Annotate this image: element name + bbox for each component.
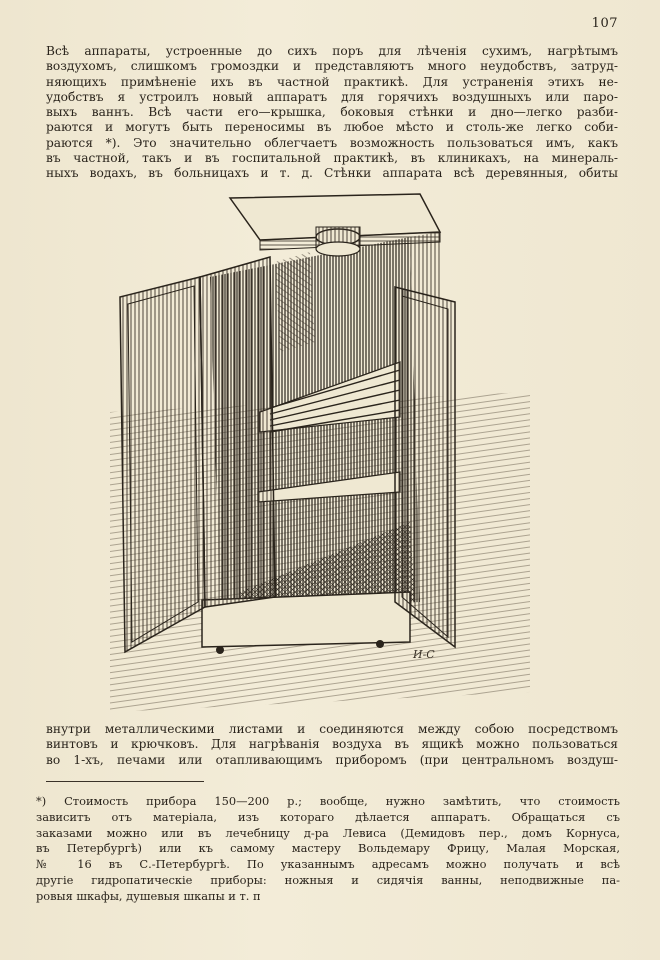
footnote-divider: [46, 781, 204, 782]
text-line: винтовъ и крючковъ. Для нагрѣванія воздуха въ ящикѣ можно пользоваться: [46, 737, 618, 752]
body-text-top: [46, 44, 618, 182]
text-line: во 1-хъ, печами или отапливающимъ приборомъ (при центральномъ воздуш-: [46, 752, 618, 767]
text-line: Всѣ аппараты, устроенные до сихъ поръ для лѣченія сухимъ, нагрѣтымъ: [46, 44, 618, 58]
text-line: удобствъ я устроилъ новый аппаратъ для горячихъ воздушныхъ или паро-: [46, 89, 618, 104]
footnote-line: зависитъ отъ матеріала, изъ котораго дѣлается аппаратъ. Обращаться съ: [36, 809, 620, 824]
right-door: [395, 287, 455, 647]
footnote-line: другіе гидропатическіе приборы: ножныя и сидячія ванны, неподвижные па-: [36, 872, 620, 887]
caster: [376, 640, 384, 648]
engraver-signature: И-С: [413, 648, 435, 661]
text-line: въ частной, такъ и въ госпитальной практикѣ, въ клиникахъ, на минераль-: [46, 151, 618, 166]
text-line: ныхъ водахъ, въ больницахъ и т. д. Стѣнки аппарата всѣ деревянныя, обиты: [46, 166, 618, 181]
text-line: воздухомъ, слишкомъ громоздки и представляютъ много неудобствъ, затруд-: [46, 59, 618, 74]
footnote-line: № 16 въ С.-Петербургѣ. По указаннымъ адресамъ можно получать и всѣ: [36, 857, 620, 872]
left-door: [120, 277, 205, 652]
text-line: раются и могутъ быть переносимы въ любое мѣсто и столь-же легко соби-: [46, 120, 618, 135]
text-line: няющихъ примѣненіе ихъ въ частной практикѣ. Для устраненія этихъ не-: [46, 74, 618, 89]
caster: [216, 646, 224, 654]
cabinet-engraving: [110, 192, 530, 712]
text-line: внутри металлическими листами и соединяются между собою посредствомъ: [46, 722, 618, 736]
footnote-line: *) Стоимость прибора 150—200 р.; вообще, нужно замѣтить, что стоимость: [36, 794, 620, 808]
footnote-line: въ Петербургѣ) или къ самому мастеру Вольдемару Фрицу, Малая Морская,: [36, 841, 620, 856]
footnote-line: заказами можно или въ лечебницу д-ра Левиса (Демидовъ пер., домъ Корнуса,: [36, 825, 620, 840]
body-text-bottom: [46, 722, 618, 768]
cabinet-illustration: [110, 192, 530, 712]
footnote: [36, 794, 620, 905]
text-line: раются *). Это значительно облегчаетъ возможность пользоваться имъ, какъ: [46, 135, 618, 150]
left-front-panel: [200, 257, 275, 607]
text-line: выхъ ваннъ. Всѣ части его—крышка, боковыя стѣнки и дно—легко разби-: [46, 105, 618, 120]
page-number: 107: [591, 16, 618, 31]
footnote-line: ровыя шкафы, душевыя шкапы и т. п: [36, 888, 261, 903]
